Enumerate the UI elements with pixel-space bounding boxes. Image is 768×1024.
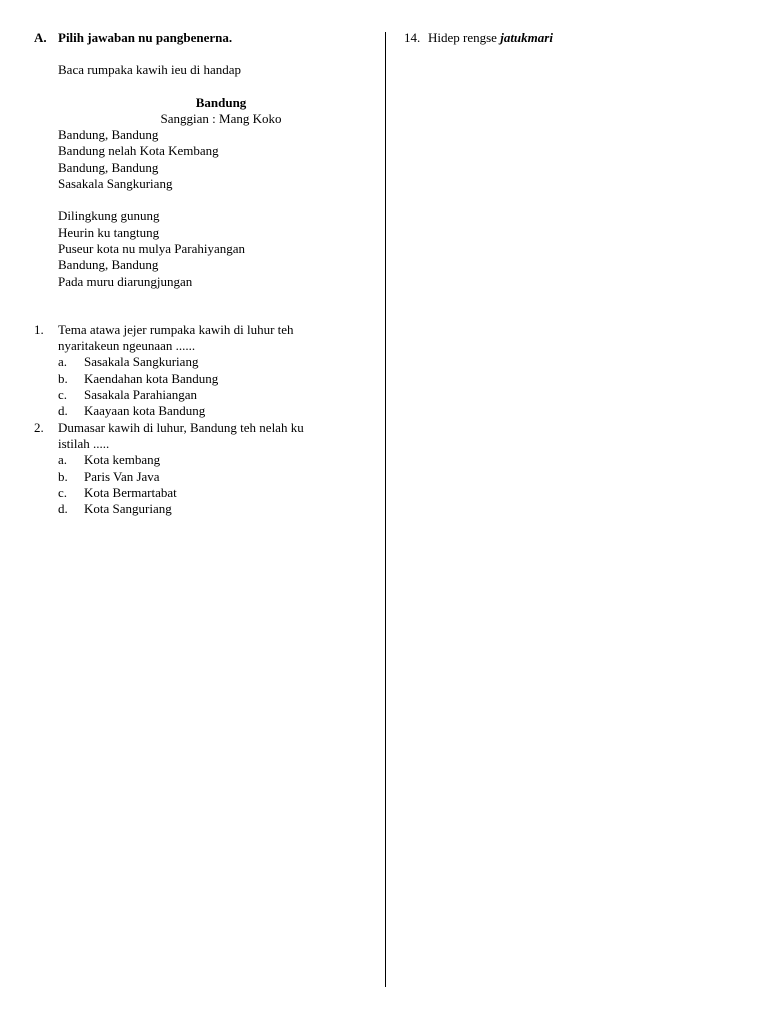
answer-option [58,403,384,419]
question-number: 14. [404,30,421,45]
option-text: Kota Sanguriang [84,501,172,517]
option-text: Kaendahan kota Bandung [84,370,219,386]
answer-option [58,371,384,387]
section-letter: A. [34,30,47,45]
question-2 [34,420,384,453]
answer-option [58,501,384,517]
poem-line: Pada muru diarungjungan [58,273,193,289]
option-text: Sasakala Sangkuriang [84,354,199,370]
emphasized-word: jatukmari [500,30,553,45]
poem-line: Sasakala Sangkuriang [58,176,173,192]
poem-stanza-1 [58,127,384,192]
option-letter: d. [58,501,68,517]
poem-line: Bandung, Bandung [58,257,159,273]
poem-line: Bandung nelah Kota Kembang [58,143,219,159]
question-text: nyaritakeun ngeunaan ...... [58,338,196,354]
poem-author: Sanggian : Mang Koko [160,110,282,126]
question-14 [404,30,744,62]
option-text: Kaayaan kota Bandung [84,403,206,419]
option-letter: b. [58,468,68,484]
poem-line: Bandung, Bandung [58,127,159,143]
section-heading [34,30,384,46]
left-column [34,30,384,517]
poem [34,95,384,290]
option-letter: a. [58,354,68,370]
column-divider [385,32,386,987]
poem-line: Bandung, Bandung [58,159,159,175]
instruction-text: Baca rumpaka kawih ieu di handap [58,62,242,78]
question-list-left [34,322,384,518]
answer-option [58,387,384,403]
section-title: Pilih jawaban nu pangbenerna. [58,30,233,45]
option-text: Kota kembang [84,452,161,468]
question-number: 2. [34,419,44,435]
poem-line: Puseur kota nu mulya Parahiyangan [58,240,246,256]
question-number: 1. [34,321,44,337]
option-letter: c. [58,484,68,500]
verse-line-hidep: Hidep rengse jatukmari [428,30,553,45]
question-text: Tema atawa jejer rumpaka kawih di luhur teh [58,321,294,337]
question-1 [34,322,384,355]
option-text: Sasakala Parahiangan [84,387,197,403]
answer-options [34,452,384,517]
answer-option [58,354,384,370]
option-letter: b. [58,370,68,386]
poem-line: Dilingkung gunung [58,208,160,224]
poem-line: Heurin ku tangtung [58,224,160,240]
answer-option [58,452,384,468]
option-text: Kota Bermartabat [84,484,177,500]
option-letter: a. [58,452,68,468]
answer-option [58,469,384,485]
question-text: istilah ..... [58,435,110,451]
poem-stanza-2 [58,208,384,289]
answer-options [34,354,384,419]
option-text: Paris Van Java [84,468,160,484]
right-column [404,30,744,62]
option-letter: c. [58,387,68,403]
answer-option [58,485,384,501]
poem-title: Bandung [195,94,247,110]
option-letter: d. [58,403,68,419]
question-text: Dumasar kawih di luhur, Bandung teh nelah ku [58,419,304,435]
